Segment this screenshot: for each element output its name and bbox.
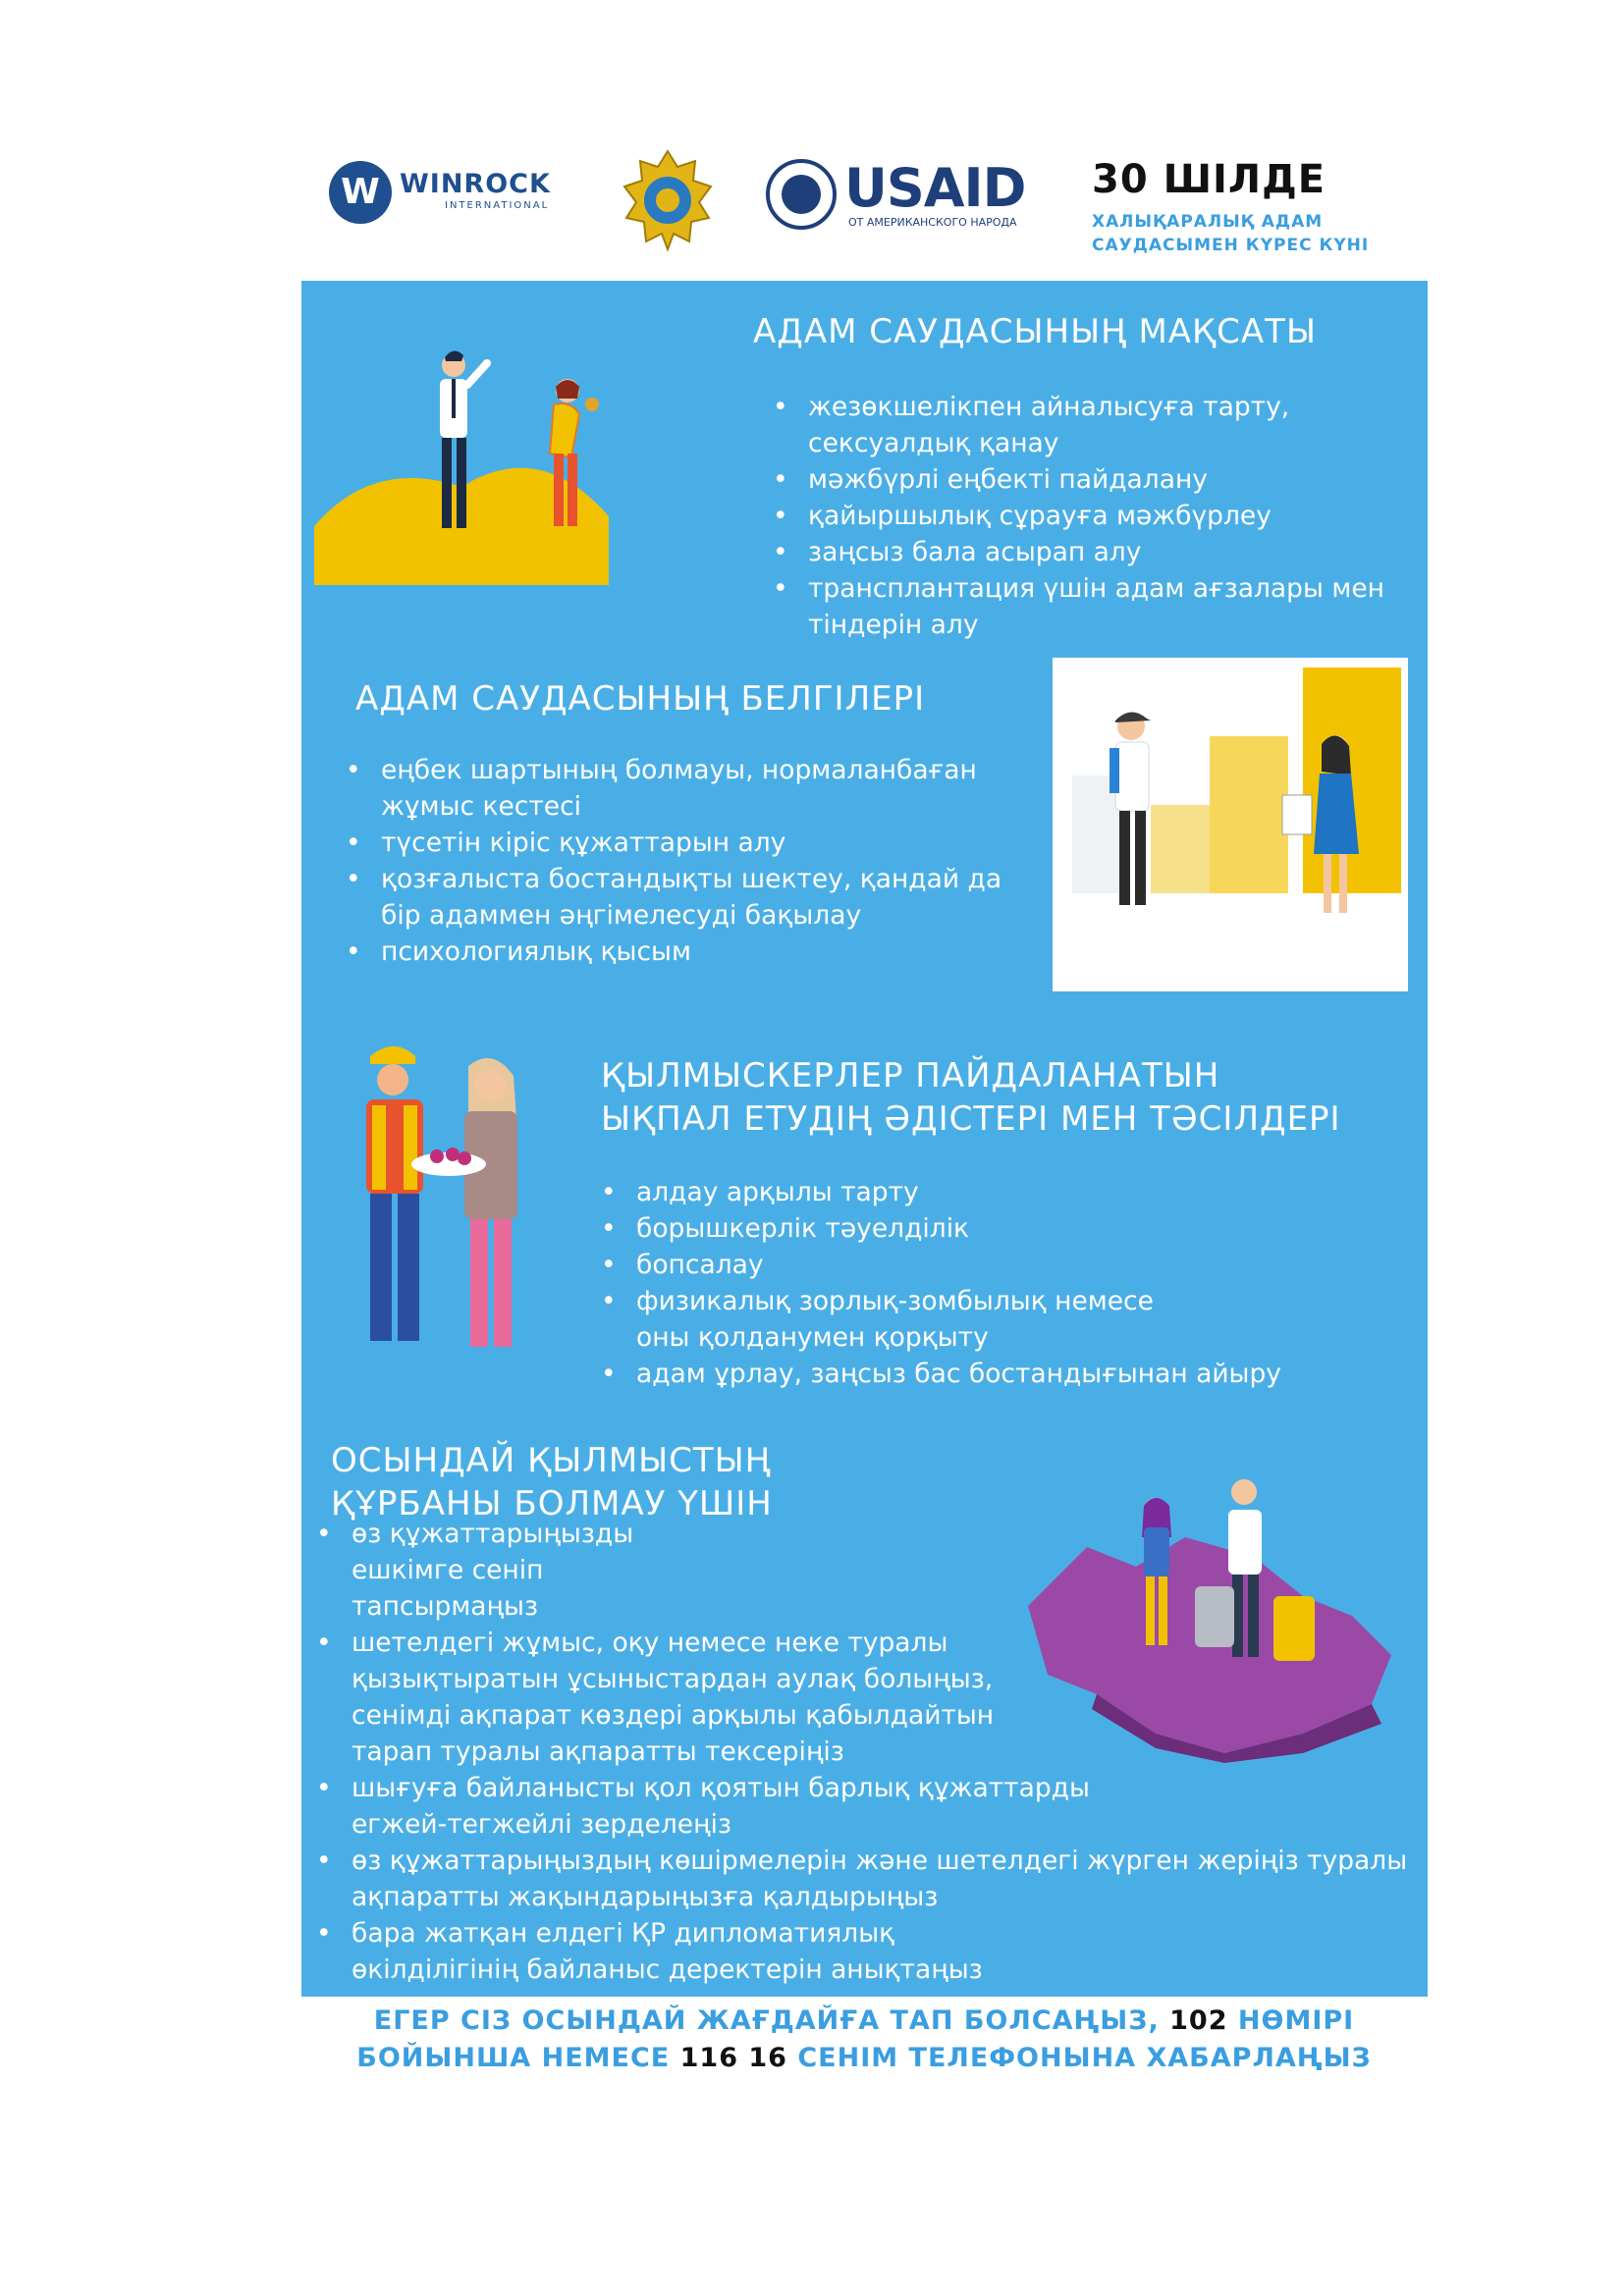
footer-line1 (295, 2002, 1434, 2040)
footer-text: СЕНІМ ТЕЛЕФОНЫНА ХАБАРЛАҢЫЗ (786, 2043, 1372, 2073)
list-item: • шетелдегі жұмыс, оқу немесе неке туралы қызықтыратын ұсыныстардан аулақ болыңыз, сенімді ақпарат көздері арқылы қабылдайтын тарап туралы ақпаратты тексеріңіз (316, 1625, 1416, 1770)
list-item: • өз құжаттарыңызды ешкімге сеніп тапсырмаңыз (316, 1516, 1416, 1625)
section-title-prevention-line2: ҚҰРБАНЫ БОЛМАУ ҮШІН (331, 1484, 773, 1523)
footer-text: НӨМІРІ (1227, 2005, 1355, 2036)
illustration-workers (321, 1027, 586, 1380)
list-item: • бара жатқан елдегі ҚР дипломатиялық өкілділігінің байланыс деректерін анықтаңыз (316, 1915, 1416, 1988)
date-title: 30 ШІЛДЕ (1092, 157, 1326, 202)
police-number: 102 (1169, 2005, 1228, 2036)
list-item: • жезөкшелікпен айналысуға тарту, сексуалдық қанау (773, 389, 1401, 461)
footer-text: БОЙЫНША НЕМЕСЕ (356, 2043, 680, 2073)
hotline-footer (295, 2002, 1434, 2077)
winrock-subtitle: INTERNATIONAL (445, 200, 550, 211)
winrock-circle-icon: W (329, 161, 392, 224)
section-title-signs: АДАМ САУДАСЫНЫҢ БЕЛГІЛЕРІ (355, 679, 926, 719)
methods-list (601, 1174, 1406, 1392)
list-item: • түсетін кіріс құжаттарын алу (346, 825, 1023, 861)
list-item: • адам ұрлау, заңсыз бас бостандығынан айыру (601, 1356, 1406, 1392)
list-item: • трансплантация үшін адам ағзалары мен тіндерін алу (773, 570, 1401, 643)
list-item: • физикалық зорлық-зомбылық немесе оны қолданумен қорқыту (601, 1283, 1406, 1356)
usaid-subtitle: ОТ АМЕРИКАНСКОГО НАРОДА (848, 216, 1017, 229)
list-item: • өз құжаттарыңыздың көшірмелерін және шетелдегі жүрген жеріңіз туралы ақпаратты жақындарыңызға қалдырыңыз (316, 1842, 1416, 1915)
illustration-city (1053, 658, 1408, 991)
illustration-conversation (314, 340, 609, 585)
purpose-list (773, 389, 1401, 643)
list-item: • еңбек шартының болмауы, нормаланбаған жұмыс кестесі (346, 752, 1023, 825)
list-item: • алдау арқылы тарту (601, 1174, 1406, 1210)
list-item: • бопсалау (601, 1247, 1406, 1283)
list-item: • қайыршылық сұрауға мәжбүрлеу (773, 498, 1401, 534)
section-title-methods-line1: ҚЫЛМЫСКЕРЛЕР ПАЙДАЛАНАТЫН (601, 1056, 1220, 1095)
winrock-name: WINROCK (400, 169, 551, 199)
usaid-seal-icon (766, 159, 837, 230)
hotline-number: 116 16 (679, 2043, 787, 2073)
list-item: • заңсыз бала асырап алу (773, 534, 1401, 570)
section-title-methods (601, 1054, 1341, 1141)
section-title-prevention-line1: ОСЫНДАЙ ҚЫЛМЫСТЫҢ (331, 1441, 772, 1480)
list-item: • мәжбүрлі еңбекті пайдалану (773, 461, 1401, 498)
footer-line2 (295, 2040, 1434, 2077)
date-subtitle-line1: ХАЛЫҚАРАЛЫҚ АДАМ (1092, 212, 1324, 232)
winrock-logo (329, 157, 555, 226)
list-item: • психологиялық қысым (346, 934, 1023, 970)
usaid-logo (766, 155, 1026, 234)
footer-text: ЕГЕР СІЗ ОСЫНДАЙ ЖАҒДАЙҒА ТАП БОЛСАҢЫЗ, (373, 2005, 1170, 2036)
date-subtitle-line2: САУДАСЫМЕН КҮРЕС КҮНІ (1092, 236, 1370, 255)
list-item: • шығуға байланысты қол қоятын барлық құжаттарды егжей-тегжейлі зерделеңіз (316, 1770, 1416, 1842)
state-emblem-icon (619, 147, 717, 253)
signs-list (346, 752, 1023, 970)
section-title-purpose: АДАМ САУДАСЫНЫҢ МАҚСАТЫ (753, 312, 1317, 351)
usaid-name: USAID (844, 157, 1026, 219)
prevention-list (316, 1516, 1416, 1988)
section-title-methods-line2: ЫҚПАЛ ЕТУДІҢ ӘДІСТЕРІ МЕН ТӘСІЛДЕРІ (601, 1099, 1341, 1139)
list-item: • қозғалыста бостандықты шектеу, қандай да бір адаммен әңгімелесуді бақылау (346, 861, 1023, 934)
section-title-prevention (331, 1439, 773, 1525)
date-block (1092, 157, 1406, 255)
date-subtitle (1092, 210, 1369, 257)
info-panel (301, 281, 1428, 1997)
list-item: • борышкерлік тәуелділік (601, 1210, 1406, 1247)
